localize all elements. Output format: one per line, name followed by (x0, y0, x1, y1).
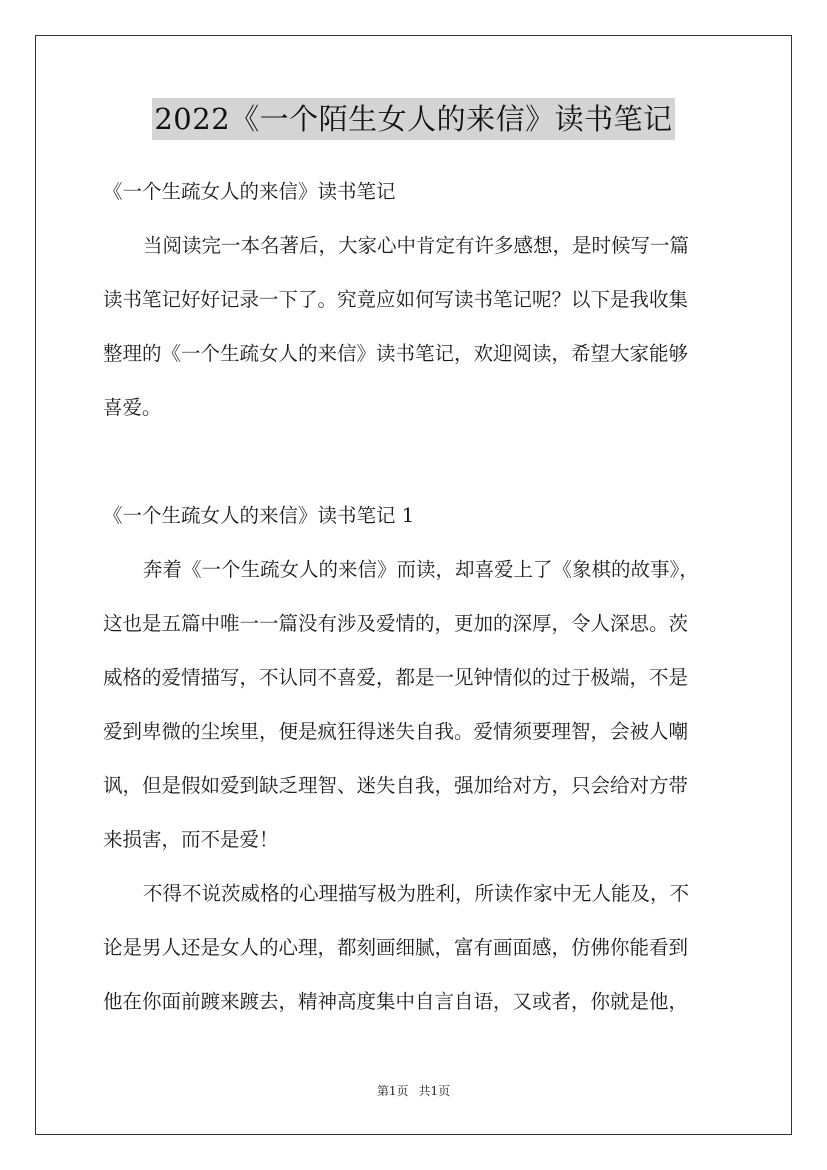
paragraph-2 (103, 867, 733, 1029)
paragraph-line: 不得不说茨威格的心理描写极为胜利，所读作家中无人能及，不 (143, 882, 690, 905)
paragraph-line: 讽，但是假如爱到缺乏理智、迷失自我，强加给对方，只会给对方带 (103, 774, 689, 797)
paragraph-line: 论是男人还是女人的心理，都刻画细腻，富有画面感，仿佛你能看到 (103, 936, 689, 959)
intro-line: 喜爱。 (103, 396, 162, 419)
intro-line: 当阅读完一本名著后，大家心中肯定有许多感想，是时候写一篇 (143, 234, 690, 257)
paragraph-line: 他在你面前踱来踱去，精神高度集中自言自语，又或者，你就是他， (103, 990, 689, 1013)
paragraph-line: 爱到卑微的尘埃里，便是疯狂得迷失自我。爱情须要理智，会被人嘲 (103, 720, 689, 743)
document-body (103, 165, 733, 1029)
paragraph-line: 奔着《一个生疏女人的来信》而读，却喜爱上了《象棋的故事》， (143, 558, 699, 581)
document-title: 2022《一个陌生女人的来信》读书笔记 (152, 98, 674, 140)
intro-line: 整理的《一个生疏女人的来信》读书笔记，欢迎阅读，希望大家能够 (103, 342, 689, 365)
intro-paragraph (103, 219, 733, 435)
subtitle: 《一个生疏女人的来信》读书笔记 (103, 180, 396, 203)
paragraph-line: 这也是五篇中唯一一篇没有涉及爱情的，更加的深厚，令人深思。茨 (103, 612, 689, 635)
page-total: 共1页 (418, 1084, 451, 1098)
paragraph-line: 来损害，而不是爱！ (103, 828, 279, 851)
intro-line: 读书笔记好好记录一下了。究竟应如何写读书笔记呢？以下是我收集 (103, 288, 689, 311)
paragraph-line: 威格的爱情描写，不认同不喜爱，都是一见钟情似的过于极端，不是 (103, 666, 689, 689)
title-container (0, 98, 827, 140)
paragraph-gap (103, 435, 733, 489)
page-footer (0, 1082, 827, 1099)
paragraph-1 (103, 543, 733, 867)
section-heading: 《一个生疏女人的来信》读书笔记 1 (103, 504, 415, 527)
page-number: 第1页 (376, 1084, 409, 1098)
